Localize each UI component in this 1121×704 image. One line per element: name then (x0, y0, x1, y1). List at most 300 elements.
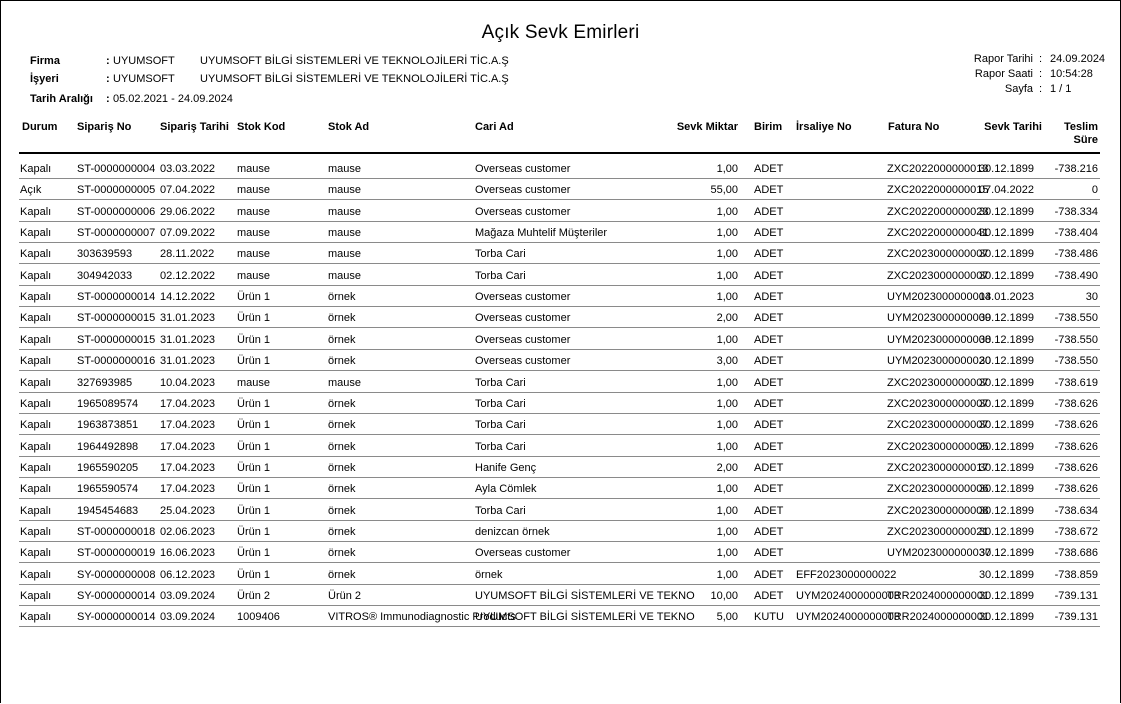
cell-cari-ad: Overseas customer (475, 291, 571, 304)
cell-stok-ad: örnek (328, 483, 356, 496)
table-row (19, 328, 1100, 350)
cell-durum: Kapalı (20, 504, 52, 517)
isyeri-name: UYUMSOFT BİLGİ SİSTEMLERİ VE TEKNOLOJİLERİ TİC.A.Ş (200, 73, 509, 85)
cell-teslim-sure: -738.672 (1054, 525, 1098, 538)
cell-fatura-no: ZXC2022000000023 (887, 205, 989, 218)
cell-birim: ADET (754, 590, 784, 602)
cell-siparis-no: ST-0000000007 (77, 227, 156, 240)
cell-siparis-no: SY-0000000014 (77, 590, 156, 602)
cell-durum: Kapalı (20, 355, 52, 368)
cell-fatura-no: ZXC2023000000007 (887, 376, 989, 389)
cell-birim: ADET (754, 376, 784, 389)
cell-siparis-tarihi: 02.06.2023 (160, 525, 216, 538)
col-sevk-tarihi: Sevk Tarihi (984, 121, 1042, 133)
cell-stok-kod: Ürün 1 (237, 312, 271, 325)
cell-stok-ad: mause (328, 205, 362, 218)
table-row (19, 584, 1100, 606)
cell-siparis-tarihi: 17.04.2023 (160, 397, 216, 410)
cell-stok-kod: Ürün 1 (237, 291, 271, 304)
cell-cari-ad: Overseas customer (475, 205, 571, 218)
firma-code: UYUMSOFT (113, 55, 175, 67)
table-row (19, 200, 1100, 222)
cell-stok-kod: Ürün 1 (237, 525, 271, 538)
cell-sevk-miktar: 1,00 (716, 333, 738, 346)
col-stok-ad: Stok Ad (328, 121, 370, 133)
cell-teslim-sure: -738.550 (1054, 355, 1098, 368)
cell-siparis-tarihi: 17.04.2023 (160, 461, 216, 474)
cell-sevk-miktar: 1,00 (716, 205, 738, 218)
table-row (19, 605, 1100, 627)
cell-stok-ad: örnek (328, 397, 356, 410)
col-stok-kod: Stok Kod (237, 121, 286, 133)
cell-teslim-sure: -738.490 (1054, 269, 1098, 282)
cell-durum: Kapalı (20, 483, 52, 496)
cell-teslim-sure: -738.859 (1054, 568, 1098, 581)
col-siparis-no: Sipariş No (77, 121, 132, 133)
cell-fatura-no: ZXC2023000000017 (887, 461, 989, 474)
cell-sevk-miktar: 1,00 (716, 376, 738, 389)
cell-cari-ad: Overseas customer (475, 333, 571, 346)
cell-stok-ad: mause (328, 184, 362, 197)
cell-siparis-tarihi: 07.04.2022 (160, 184, 216, 197)
cell-cari-ad: Torba Cari (475, 419, 526, 432)
cell-stok-ad: örnek (328, 525, 356, 538)
cell-teslim-sure: -738.686 (1054, 547, 1098, 560)
cell-stok-kod: 1009406 (237, 611, 280, 624)
cell-sevk-miktar: 1,00 (716, 291, 738, 304)
cell-sevk-tarihi: 30.12.1899 (978, 611, 1034, 624)
cell-birim: ADET (754, 568, 784, 581)
cell-cari-ad: Torba Cari (475, 248, 526, 261)
cell-fatura-no: ZXC2023000000006 (887, 483, 989, 496)
cell-siparis-no: ST-0000000014 (77, 291, 156, 304)
cell-cari-ad: Torba Cari (475, 397, 526, 410)
header-divider (19, 152, 1100, 154)
cell-sevk-miktar: 1,00 (716, 419, 738, 432)
cell-teslim-sure: -738.404 (1054, 227, 1098, 240)
cell-fatura-no: UYM2023000000020 (887, 355, 991, 368)
cell-sevk-miktar: 2,00 (716, 461, 738, 474)
cell-siparis-tarihi: 17.04.2023 (160, 440, 216, 453)
cell-durum: Kapalı (20, 568, 52, 581)
cell-siparis-no: 1964492898 (77, 440, 139, 453)
table-row (19, 456, 1100, 478)
cell-stok-kod: mause (237, 376, 271, 389)
table-row (19, 242, 1100, 264)
table-row (19, 157, 1100, 179)
cell-irsaliye-no: UYM2024000000003 (796, 611, 900, 624)
rapor-tarihi-value: 24.09.2024 (1050, 53, 1106, 65)
cell-sevk-miktar: 1,00 (716, 397, 738, 410)
cell-sevk-miktar: 55,00 (710, 184, 738, 197)
cell-sevk-tarihi: 30.12.1899 (978, 504, 1034, 517)
cell-sevk-miktar: 1,00 (716, 269, 738, 282)
isyeri-code: UYUMSOFT (113, 73, 175, 85)
cell-stok-kod: Ürün 1 (237, 333, 271, 346)
cell-sevk-miktar: 1,00 (716, 227, 738, 240)
cell-birim: ADET (754, 483, 784, 496)
cell-sevk-miktar: 1,00 (716, 547, 738, 560)
cell-birim: ADET (754, 227, 784, 240)
col-cari-ad: Cari Ad (475, 121, 514, 133)
cell-siparis-tarihi: 03.03.2022 (160, 163, 216, 175)
cell-siparis-tarihi: 02.12.2022 (160, 269, 216, 282)
cell-fatura-no: ZXC2022000000041 (887, 227, 989, 240)
cell-sevk-tarihi: 30.12.1899 (978, 397, 1034, 410)
col-irsaliye-no: İrsaliye No (796, 121, 852, 133)
table-row (19, 264, 1100, 286)
rapor-tarihi-colon: : (1039, 53, 1043, 65)
cell-stok-ad: örnek (328, 568, 356, 581)
cell-teslim-sure: -738.626 (1054, 483, 1098, 496)
cell-cari-ad: Hanife Genç (475, 461, 537, 474)
cell-stok-kod: mause (237, 184, 271, 197)
cell-stok-kod: Ürün 2 (237, 590, 271, 602)
cell-fatura-no: ZXC2023000000007 (887, 397, 989, 410)
cell-siparis-tarihi: 31.01.2023 (160, 355, 216, 368)
cell-stok-ad: örnek (328, 547, 356, 560)
table-row (19, 477, 1100, 499)
cell-cari-ad: UYUMSOFT BİLGİ SİSTEMLERİ VE TEKNO (475, 611, 695, 624)
cell-irsaliye-no: EFF2023000000022 (796, 568, 897, 581)
cell-stok-ad: mause (328, 227, 362, 240)
cell-teslim-sure: -738.216 (1054, 163, 1098, 175)
rapor-tarihi-label: Rapor Tarihi (973, 53, 1033, 65)
cell-birim: ADET (754, 333, 784, 346)
cell-birim: KUTU (754, 611, 784, 624)
cell-birim: ADET (754, 504, 784, 517)
cell-siparis-tarihi: 29.06.2022 (160, 205, 216, 218)
cell-durum: Kapalı (20, 248, 52, 261)
cell-cari-ad: Ayla Cömlek (475, 483, 537, 496)
cell-siparis-no: ST-0000000006 (77, 205, 156, 218)
col-teslim-sure: Süre (1073, 134, 1098, 146)
col-sevk-miktar: Sevk Miktar (676, 121, 738, 133)
cell-birim: ADET (754, 269, 784, 282)
isyeri-label: İşyeri (30, 73, 59, 85)
cell-siparis-no: ST-0000000018 (77, 525, 156, 538)
cell-fatura-no: ZXC2023000000005 (887, 440, 989, 453)
col-teslim: Teslim (1063, 121, 1098, 133)
cell-sevk-tarihi: 30.12.1899 (978, 333, 1034, 346)
cell-durum: Kapalı (20, 461, 52, 474)
cell-sevk-miktar: 2,00 (716, 312, 738, 325)
cell-sevk-tarihi: 30.12.1899 (978, 227, 1034, 240)
cell-fatura-no: ZXC2023000000007 (887, 419, 989, 432)
cell-stok-kod: Ürün 1 (237, 568, 271, 581)
cell-sevk-tarihi: 30.12.1899 (978, 312, 1034, 325)
cell-stok-ad: örnek (328, 461, 356, 474)
cell-siparis-no: 1965089574 (77, 397, 139, 410)
cell-fatura-no: UYM2023000000008 (887, 333, 991, 346)
cell-teslim-sure: -738.626 (1054, 397, 1098, 410)
sayfa-label: Sayfa (1004, 83, 1033, 95)
table-row (19, 563, 1100, 585)
cell-sevk-tarihi: 30.12.1899 (978, 590, 1034, 602)
table-row (19, 349, 1100, 371)
cell-siparis-tarihi: 07.09.2022 (160, 227, 216, 240)
col-fatura-no: Fatura No (888, 121, 940, 133)
cell-cari-ad: Overseas customer (475, 355, 571, 368)
cell-stok-kod: Ürün 1 (237, 547, 271, 560)
cell-teslim-sure: -738.634 (1054, 504, 1098, 517)
cell-fatura-no: UYM2023000000037 (887, 547, 991, 560)
cell-cari-ad: Overseas customer (475, 547, 571, 560)
cell-fatura-no: TRR2024000000001 (887, 611, 990, 624)
cell-durum: Kapalı (20, 440, 52, 453)
cell-cari-ad: Torba Cari (475, 440, 526, 453)
cell-siparis-tarihi: 14.12.2022 (160, 291, 216, 304)
cell-birim: ADET (754, 291, 784, 304)
cell-stok-kod: mause (237, 227, 271, 240)
cell-durum: Kapalı (20, 419, 52, 432)
cell-stok-kod: mause (237, 163, 271, 175)
cell-sevk-tarihi: 30.12.1899 (978, 355, 1034, 368)
cell-teslim-sure: 0 (1091, 184, 1098, 197)
cell-cari-ad: örnek (475, 568, 503, 581)
cell-birim: ADET (754, 525, 784, 538)
col-birim: Birim (754, 121, 783, 133)
table-row (19, 371, 1100, 393)
rapor-saati-colon: : (1039, 68, 1043, 80)
cell-sevk-tarihi: 07.04.2022 (978, 184, 1034, 197)
cell-stok-kod: Ürün 1 (237, 419, 271, 432)
cell-cari-ad: denizcan örnek (475, 525, 550, 538)
cell-durum: Kapalı (20, 376, 52, 389)
cell-durum: Kapalı (20, 611, 52, 624)
cell-durum: Kapalı (20, 547, 52, 560)
cell-stok-kod: mause (237, 248, 271, 261)
table-row (19, 178, 1100, 200)
col-siparis-tarihi: Sipariş Tarihi (160, 121, 229, 133)
cell-sevk-tarihi: 30.12.1899 (978, 461, 1034, 474)
cell-siparis-no: 1965590205 (77, 461, 139, 474)
cell-sevk-tarihi: 30.12.1899 (978, 248, 1034, 261)
firma-label: Firma (30, 55, 60, 67)
cell-durum: Kapalı (20, 312, 52, 325)
cell-teslim-sure: -738.626 (1054, 461, 1098, 474)
table-row (19, 520, 1100, 542)
table-row (19, 541, 1100, 563)
cell-sevk-tarihi: 30.12.1899 (978, 205, 1034, 218)
cell-sevk-tarihi: 30.12.1899 (978, 547, 1034, 560)
cell-sevk-tarihi: 30.12.1899 (978, 440, 1034, 453)
cell-siparis-no: SY-0000000014 (77, 611, 156, 624)
cell-teslim-sure: -738.334 (1054, 205, 1098, 218)
cell-siparis-no: 303639593 (77, 248, 133, 261)
cell-fatura-no: ZXC2022000000013 (887, 163, 989, 175)
cell-sevk-miktar: 5,00 (716, 611, 738, 624)
col-durum: Durum (22, 121, 58, 133)
cell-siparis-no: 1945454683 (77, 504, 139, 517)
isyeri-colon: : (106, 73, 110, 85)
cell-siparis-no: ST-0000000015 (77, 312, 156, 325)
cell-siparis-tarihi: 31.01.2023 (160, 312, 216, 325)
cell-fatura-no: TRR2024000000001 (887, 590, 990, 602)
cell-siparis-tarihi: 17.04.2023 (160, 419, 216, 432)
cell-stok-ad: mause (328, 269, 362, 282)
cell-stok-ad: Ürün 2 (328, 590, 362, 602)
cell-sevk-miktar: 3,00 (716, 355, 738, 368)
cell-teslim-sure: -739.131 (1054, 590, 1098, 602)
cell-teslim-sure: -738.550 (1054, 333, 1098, 346)
cell-sevk-miktar: 1,00 (716, 163, 738, 175)
cell-birim: ADET (754, 547, 784, 560)
cell-stok-ad: örnek (328, 291, 356, 304)
table-row (19, 306, 1100, 328)
firma-name: UYUMSOFT BİLGİ SİSTEMLERİ VE TEKNOLOJİLERİ TİC.A.Ş (200, 55, 509, 67)
cell-siparis-no: 327693985 (77, 376, 133, 389)
rapor-saati-label: Rapor Saati (974, 68, 1033, 80)
cell-fatura-no: UYM2023000000009 (887, 312, 991, 325)
cell-siparis-tarihi: 25.04.2023 (160, 504, 216, 517)
cell-siparis-tarihi: 17.04.2023 (160, 483, 216, 496)
cell-sevk-miktar: 1,00 (716, 483, 738, 496)
cell-teslim-sure: -738.486 (1054, 248, 1098, 261)
cell-siparis-no: 304942033 (77, 269, 133, 282)
cell-siparis-no: 1963873851 (77, 419, 139, 432)
report-title: Açık Sevk Emirleri (481, 22, 640, 43)
tarih-araligi-value: 05.02.2021 - 24.09.2024 (113, 93, 233, 105)
cell-cari-ad: Overseas customer (475, 312, 571, 325)
cell-fatura-no: UYM2023000000004 (887, 291, 991, 304)
cell-sevk-tarihi: 30.12.1899 (978, 163, 1034, 175)
cell-durum: Kapalı (20, 333, 52, 346)
cell-teslim-sure: -738.626 (1054, 419, 1098, 432)
cell-sevk-tarihi: 30.12.1899 (978, 419, 1034, 432)
cell-birim: ADET (754, 205, 784, 218)
sayfa-colon: : (1039, 83, 1043, 95)
cell-sevk-tarihi: 30.12.1899 (978, 269, 1034, 282)
cell-stok-kod: Ürün 1 (237, 397, 271, 410)
table-row (19, 435, 1100, 457)
cell-fatura-no: ZXC2023000000008 (887, 504, 989, 517)
cell-durum: Kapalı (20, 205, 52, 218)
cell-stok-kod: Ürün 1 (237, 483, 271, 496)
cell-durum: Kapalı (20, 525, 52, 538)
table-row (19, 221, 1100, 243)
cell-siparis-tarihi: 03.09.2024 (160, 611, 216, 624)
cell-cari-ad: Torba Cari (475, 376, 526, 389)
cell-cari-ad: Torba Cari (475, 504, 526, 517)
rapor-saati-value: 10:54:28 (1050, 68, 1093, 80)
cell-sevk-miktar: 10,00 (710, 590, 738, 602)
cell-teslim-sure: -738.550 (1054, 312, 1098, 325)
cell-sevk-miktar: 1,00 (716, 568, 738, 581)
cell-siparis-no: ST-0000000019 (77, 547, 156, 560)
cell-stok-ad: örnek (328, 312, 356, 325)
cell-birim: ADET (754, 419, 784, 432)
cell-birim: ADET (754, 397, 784, 410)
cell-teslim-sure: -738.626 (1054, 440, 1098, 453)
cell-stok-kod: Ürün 1 (237, 355, 271, 368)
cell-sevk-tarihi: 30.12.1899 (978, 568, 1034, 581)
cell-siparis-tarihi: 03.09.2024 (160, 590, 216, 602)
cell-stok-ad: mause (328, 376, 362, 389)
cell-birim: ADET (754, 440, 784, 453)
cell-fatura-no: ZXC2023000000021 (887, 525, 989, 538)
cell-cari-ad: Torba Cari (475, 269, 526, 282)
cell-stok-kod: Ürün 1 (237, 461, 271, 474)
cell-durum: Kapalı (20, 269, 52, 282)
cell-siparis-tarihi: 16.06.2023 (160, 547, 216, 560)
cell-stok-ad: örnek (328, 504, 356, 517)
cell-durum: Kapalı (20, 397, 52, 410)
cell-sevk-tarihi: 30.12.1899 (978, 483, 1034, 496)
cell-cari-ad: Overseas customer (475, 184, 571, 197)
cell-siparis-no: SY-0000000008 (77, 568, 156, 581)
table-row (19, 392, 1100, 414)
table-row (19, 499, 1100, 521)
cell-stok-ad: mause (328, 248, 362, 261)
cell-teslim-sure: -739.131 (1054, 611, 1098, 624)
cell-siparis-tarihi: 06.12.2023 (160, 568, 216, 581)
cell-birim: ADET (754, 461, 784, 474)
cell-sevk-miktar: 1,00 (716, 504, 738, 517)
cell-siparis-tarihi: 31.01.2023 (160, 333, 216, 346)
cell-teslim-sure: -738.619 (1054, 376, 1098, 389)
table-row (19, 413, 1100, 435)
cell-siparis-no: ST-0000000015 (77, 333, 156, 346)
cell-stok-kod: mause (237, 269, 271, 282)
cell-cari-ad: UYUMSOFT BİLGİ SİSTEMLERİ VE TEKNO (475, 590, 695, 602)
cell-sevk-tarihi: 30.12.1899 (978, 376, 1034, 389)
cell-stok-ad: VITROS® Immunodiagnostic Products (328, 611, 516, 624)
cell-stok-ad: örnek (328, 333, 356, 346)
cell-birim: ADET (754, 248, 784, 261)
cell-durum: Kapalı (20, 227, 52, 240)
cell-stok-ad: örnek (328, 419, 356, 432)
cell-birim: ADET (754, 184, 784, 197)
cell-siparis-tarihi: 28.11.2022 (160, 248, 215, 261)
sayfa-value: 1 / 1 (1050, 83, 1072, 95)
cell-durum: Kapalı (20, 291, 52, 304)
cell-stok-kod: mause (237, 205, 271, 218)
cell-birim: ADET (754, 163, 784, 175)
cell-fatura-no: ZXC2023000000007 (887, 269, 989, 282)
cell-durum: Açık (20, 184, 42, 197)
cell-siparis-no: 1965590574 (77, 483, 139, 496)
cell-birim: ADET (754, 312, 784, 325)
cell-stok-kod: Ürün 1 (237, 440, 271, 453)
cell-siparis-tarihi: 10.04.2023 (160, 376, 216, 389)
cell-stok-ad: mause (328, 163, 362, 175)
cell-irsaliye-no: UYM2024000000003 (796, 590, 900, 602)
firma-colon: : (106, 55, 110, 67)
table-row (19, 285, 1100, 307)
cell-sevk-tarihi: 13.01.2023 (978, 291, 1034, 304)
cell-sevk-miktar: 1,00 (716, 525, 738, 538)
cell-teslim-sure: 30 (1085, 291, 1098, 304)
cell-sevk-tarihi: 30.12.1899 (978, 525, 1034, 538)
cell-durum: Kapalı (20, 163, 52, 175)
cell-stok-kod: Ürün 1 (237, 504, 271, 517)
cell-cari-ad: Overseas customer (475, 163, 571, 175)
cell-birim: ADET (754, 355, 784, 368)
cell-fatura-no: ZXC2023000000007 (887, 248, 989, 261)
cell-siparis-no: ST-0000000016 (77, 355, 156, 368)
cell-siparis-no: ST-0000000005 (77, 184, 156, 197)
cell-fatura-no: ZXC2022000000015 (887, 184, 989, 197)
cell-stok-ad: örnek (328, 440, 356, 453)
cell-stok-ad: örnek (328, 355, 356, 368)
cell-cari-ad: Mağaza Muhtelif Müşteriler (475, 227, 608, 240)
cell-sevk-miktar: 1,00 (716, 440, 738, 453)
tarih-araligi-label: Tarih Aralığı (30, 93, 93, 105)
tarih-colon: : (106, 93, 110, 105)
cell-durum: Kapalı (20, 590, 52, 602)
cell-sevk-miktar: 1,00 (716, 248, 738, 261)
